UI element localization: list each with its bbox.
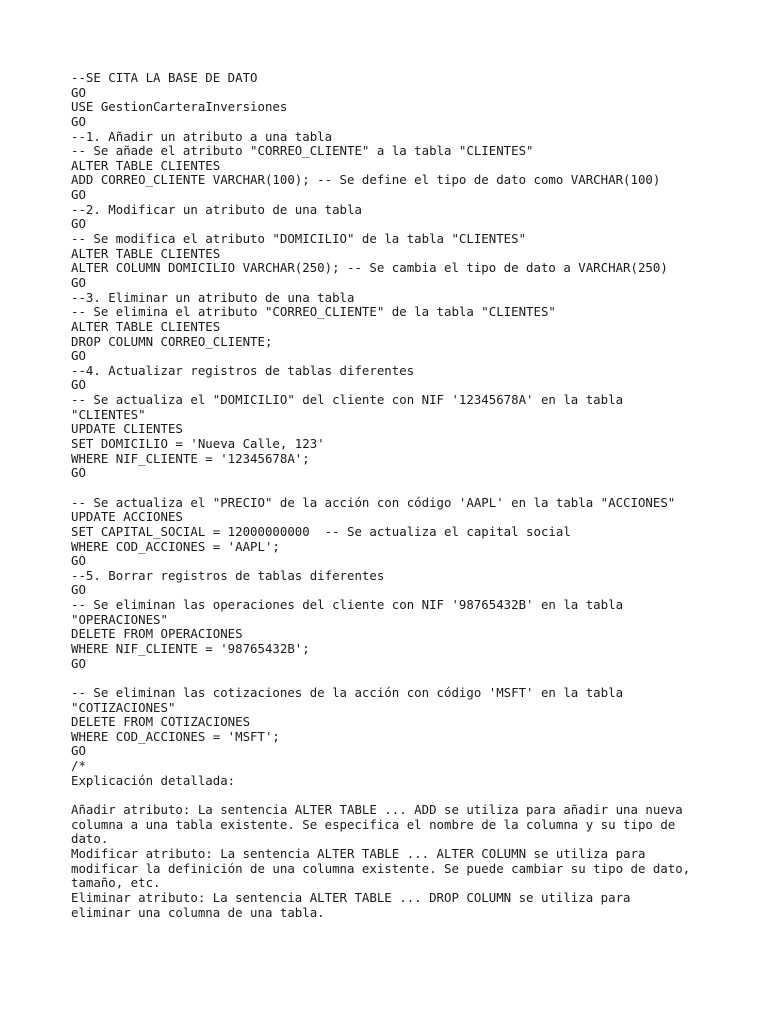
code-line: WHERE NIF_CLIENTE = '98765432B'; [71,640,310,656]
code-line: GO [71,348,86,364]
code-line: UPDATE ACCIONES [71,509,183,525]
code-line: modificar la definición de una columna existente. Se puede cambiar su tipo de dato, [71,860,691,876]
code-line: DELETE FROM COTIZACIONES [71,714,251,730]
blank-line [71,788,690,803]
code-line: -- Se eliminan las operaciones del cliente con NIF '98765432B' en la tabla [71,597,624,613]
code-line: --4. Actualizar registros de tablas diferentes [71,362,415,378]
code-line: --2. Modificar un atributo de una tabla [71,201,362,217]
code-line: GO [71,84,86,100]
code-line: Añadir atributo: La sentencia ALTER TABLE ... ADD se utiliza para añadir una nueva [71,802,683,818]
code-line: GO [71,377,86,393]
code-line: -- Se elimina el atributo "CORREO_CLIENTE" de la tabla "CLIENTES" [71,304,556,320]
code-line: eliminar una columna de una tabla. [71,904,325,920]
code-line: ALTER TABLE CLIENTES [71,157,221,173]
code-line: GO [71,113,86,129]
code-line: ADD CORREO_CLIENTE VARCHAR(100); -- Se define el tipo de dato como VARCHAR(100) [71,172,661,188]
code-line: ALTER TABLE CLIENTES [71,245,221,261]
code-line: -- Se actualiza el "PRECIO" de la acción con código 'AAPL' en la tabla "ACCIONES" [71,494,676,510]
code-line: Modificar atributo: La sentencia ALTER TABLE ... ALTER COLUMN se utiliza para [71,845,646,861]
sql-script-text [71,71,690,920]
code-line: ALTER TABLE CLIENTES [71,318,221,334]
code-line: DELETE FROM OPERACIONES [71,626,243,642]
code-line: dato. [71,831,109,847]
blank-line [71,481,690,496]
code-line: -- Se modifica el atributo "DOMICILIO" de la tabla "CLIENTES" [71,231,527,247]
code-line: /* [71,758,86,774]
code-line: "OPERACIONES" [71,611,168,627]
code-line: tamaño, etc. [71,875,161,891]
code-line: ALTER COLUMN DOMICILIO VARCHAR(250); -- Se cambia el tipo de dato a VARCHAR(250) [71,260,668,276]
code-line: -- Se eliminan las cotizaciones de la acción con código 'MSFT' en la tabla [71,684,624,700]
code-line: "CLIENTES" [71,406,146,422]
code-line: GO [71,655,86,671]
code-line: GO [71,582,86,598]
code-line: WHERE NIF_CLIENTE = '12345678A'; [71,450,310,466]
blank-line [71,671,690,686]
code-line: DROP COLUMN CORREO_CLIENTE; [71,333,273,349]
code-line: UPDATE CLIENTES [71,421,183,437]
code-line: "COTIZACIONES" [71,699,176,715]
code-line: Eliminar atributo: La sentencia ALTER TABLE ... DROP COLUMN se utiliza para [71,889,631,905]
code-line: GO [71,743,86,759]
code-line: GO [71,553,86,569]
code-line: --5. Borrar registros de tablas diferentes [71,567,385,583]
code-line: WHERE COD_ACCIONES = 'MSFT'; [71,728,280,744]
code-line: -- Se añade el atributo "CORREO_CLIENTE" a la tabla "CLIENTES" [71,143,534,159]
code-line: GO [71,187,86,203]
code-line: SET DOMICILIO = 'Nueva Calle, 123' [71,436,325,452]
code-line: --3. Eliminar un atributo de una tabla [71,289,355,305]
code-line: GO [71,465,86,481]
code-line: --1. Añadir un atributo a una tabla [71,128,333,144]
code-line: -- Se actualiza el "DOMICILIO" del cliente con NIF '12345678A' en la tabla [71,392,624,408]
code-line: GO [71,216,86,232]
code-line: SET CAPITAL_SOCIAL = 12000000000 -- Se actualiza el capital social [71,523,571,539]
code-line: Explicación detallada: [71,772,236,788]
code-line: WHERE COD_ACCIONES = 'AAPL'; [71,538,280,554]
code-line: columna a una tabla existente. Se especifica el nombre de la columna y su tipo de [71,816,676,832]
code-line: GO [71,274,86,290]
code-line: USE GestionCarteraInversiones [71,99,288,115]
code-line: --SE CITA LA BASE DE DATO [71,70,258,85]
